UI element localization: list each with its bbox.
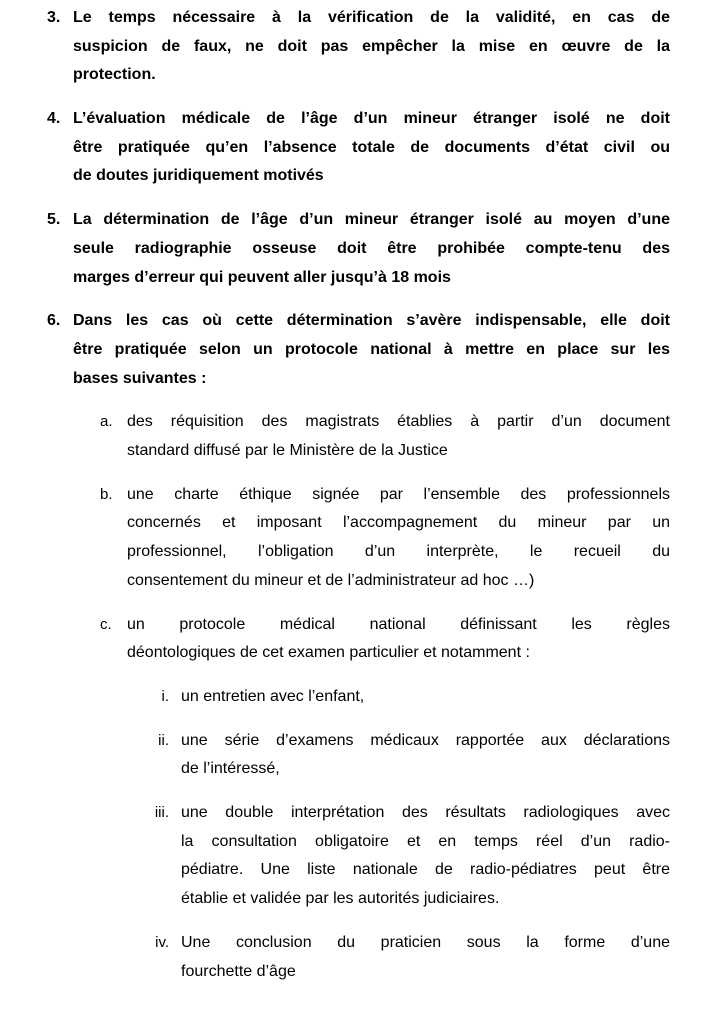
text-line: la consultation obligatoire et en temps réel d’un radio- [181, 832, 670, 850]
list-marker: b. [100, 485, 113, 503]
text-line: fourchette d’âge [181, 962, 296, 980]
list-item-iv [155, 929, 670, 986]
text-line: être pratiquée qu’en l’absence totale de documents d’état civil ou [73, 138, 670, 156]
list-item-3 [47, 4, 670, 90]
text-line: Le temps nécessaire à la vérification de la validité, en cas de [73, 9, 670, 26]
list-item-i [161, 683, 670, 712]
text-line: marges d’erreur qui peuvent aller jusqu’à 18 mois [73, 268, 451, 286]
text-line: un entretien avec l’enfant, [181, 688, 365, 705]
list-marker: 6. [47, 312, 61, 330]
list-marker: ii. [158, 731, 169, 749]
text-line: une double interprétation des résultats radiologiques avec [181, 804, 670, 822]
text-line: professionnel, l’obligation d’un interprète, le recueil du [127, 543, 670, 561]
text-line: Une conclusion du praticien sous la forme d’une [181, 933, 670, 951]
list-marker: 5. [47, 211, 61, 229]
text-line: de l’intéressé, [181, 760, 280, 778]
list-marker: c. [100, 615, 112, 633]
list-item-4 [47, 105, 670, 191]
text-line: un protocole médical national définissant les règles [127, 615, 670, 633]
text-line: consentement du mineur et de l’administrateur ad hoc …) [127, 571, 535, 589]
text-line: L’évaluation médicale de l’âge d’un mineur étranger isolé ne doit [73, 110, 670, 128]
text-line: Dans les cas où cette détermination s’avère indispensable, elle doit [73, 312, 670, 330]
list-item-5 [47, 206, 670, 292]
list-item-iii [154, 799, 670, 914]
list-marker: i. [161, 688, 169, 705]
list-marker: iii. [154, 804, 169, 822]
text-line: standard diffusé par le Ministère de la Justice [127, 442, 448, 460]
text-line: des réquisition des magistrats établies à partir d’un document [127, 413, 670, 431]
text-line: bases suivantes : [73, 369, 207, 387]
text-line: de doutes juridiquement motivés [73, 167, 324, 185]
list-marker: 4. [47, 110, 61, 128]
list-marker: 3. [47, 9, 61, 26]
text-line: protection. [73, 66, 156, 84]
text-line: déontologiques de cet examen particulier et notamment : [127, 644, 530, 662]
text-line: une charte éthique signée par l’ensemble des professionnels [127, 485, 670, 503]
list-item-ii [158, 727, 670, 784]
text-line: La détermination de l’âge d’un mineur étranger isolé au moyen d’une [73, 211, 670, 229]
text-line: suspicion de faux, ne doit pas empêcher la mise en œuvre de la [73, 37, 670, 55]
list-item-c [100, 611, 670, 668]
list-marker: iv. [155, 933, 169, 951]
list-item-6 [47, 307, 670, 393]
text-line: établie et validée par les autorités judiciaires. [181, 890, 500, 908]
list-item-a [100, 408, 670, 465]
text-line: une série d’examens médicaux rapportée aux déclarations [181, 731, 670, 749]
text-line: concernés et imposant l’accompagnement du mineur par un [127, 514, 670, 532]
list-marker: a. [100, 413, 113, 431]
list-item-b [100, 481, 670, 596]
text-line: pédiatre. Une liste nationale de radio-pédiatres peut être [181, 861, 670, 879]
text-line: seule radiographie osseuse doit être prohibée compte-tenu des [73, 239, 670, 257]
text-line: être pratiquée selon un protocole national à mettre en place sur les [73, 340, 670, 358]
